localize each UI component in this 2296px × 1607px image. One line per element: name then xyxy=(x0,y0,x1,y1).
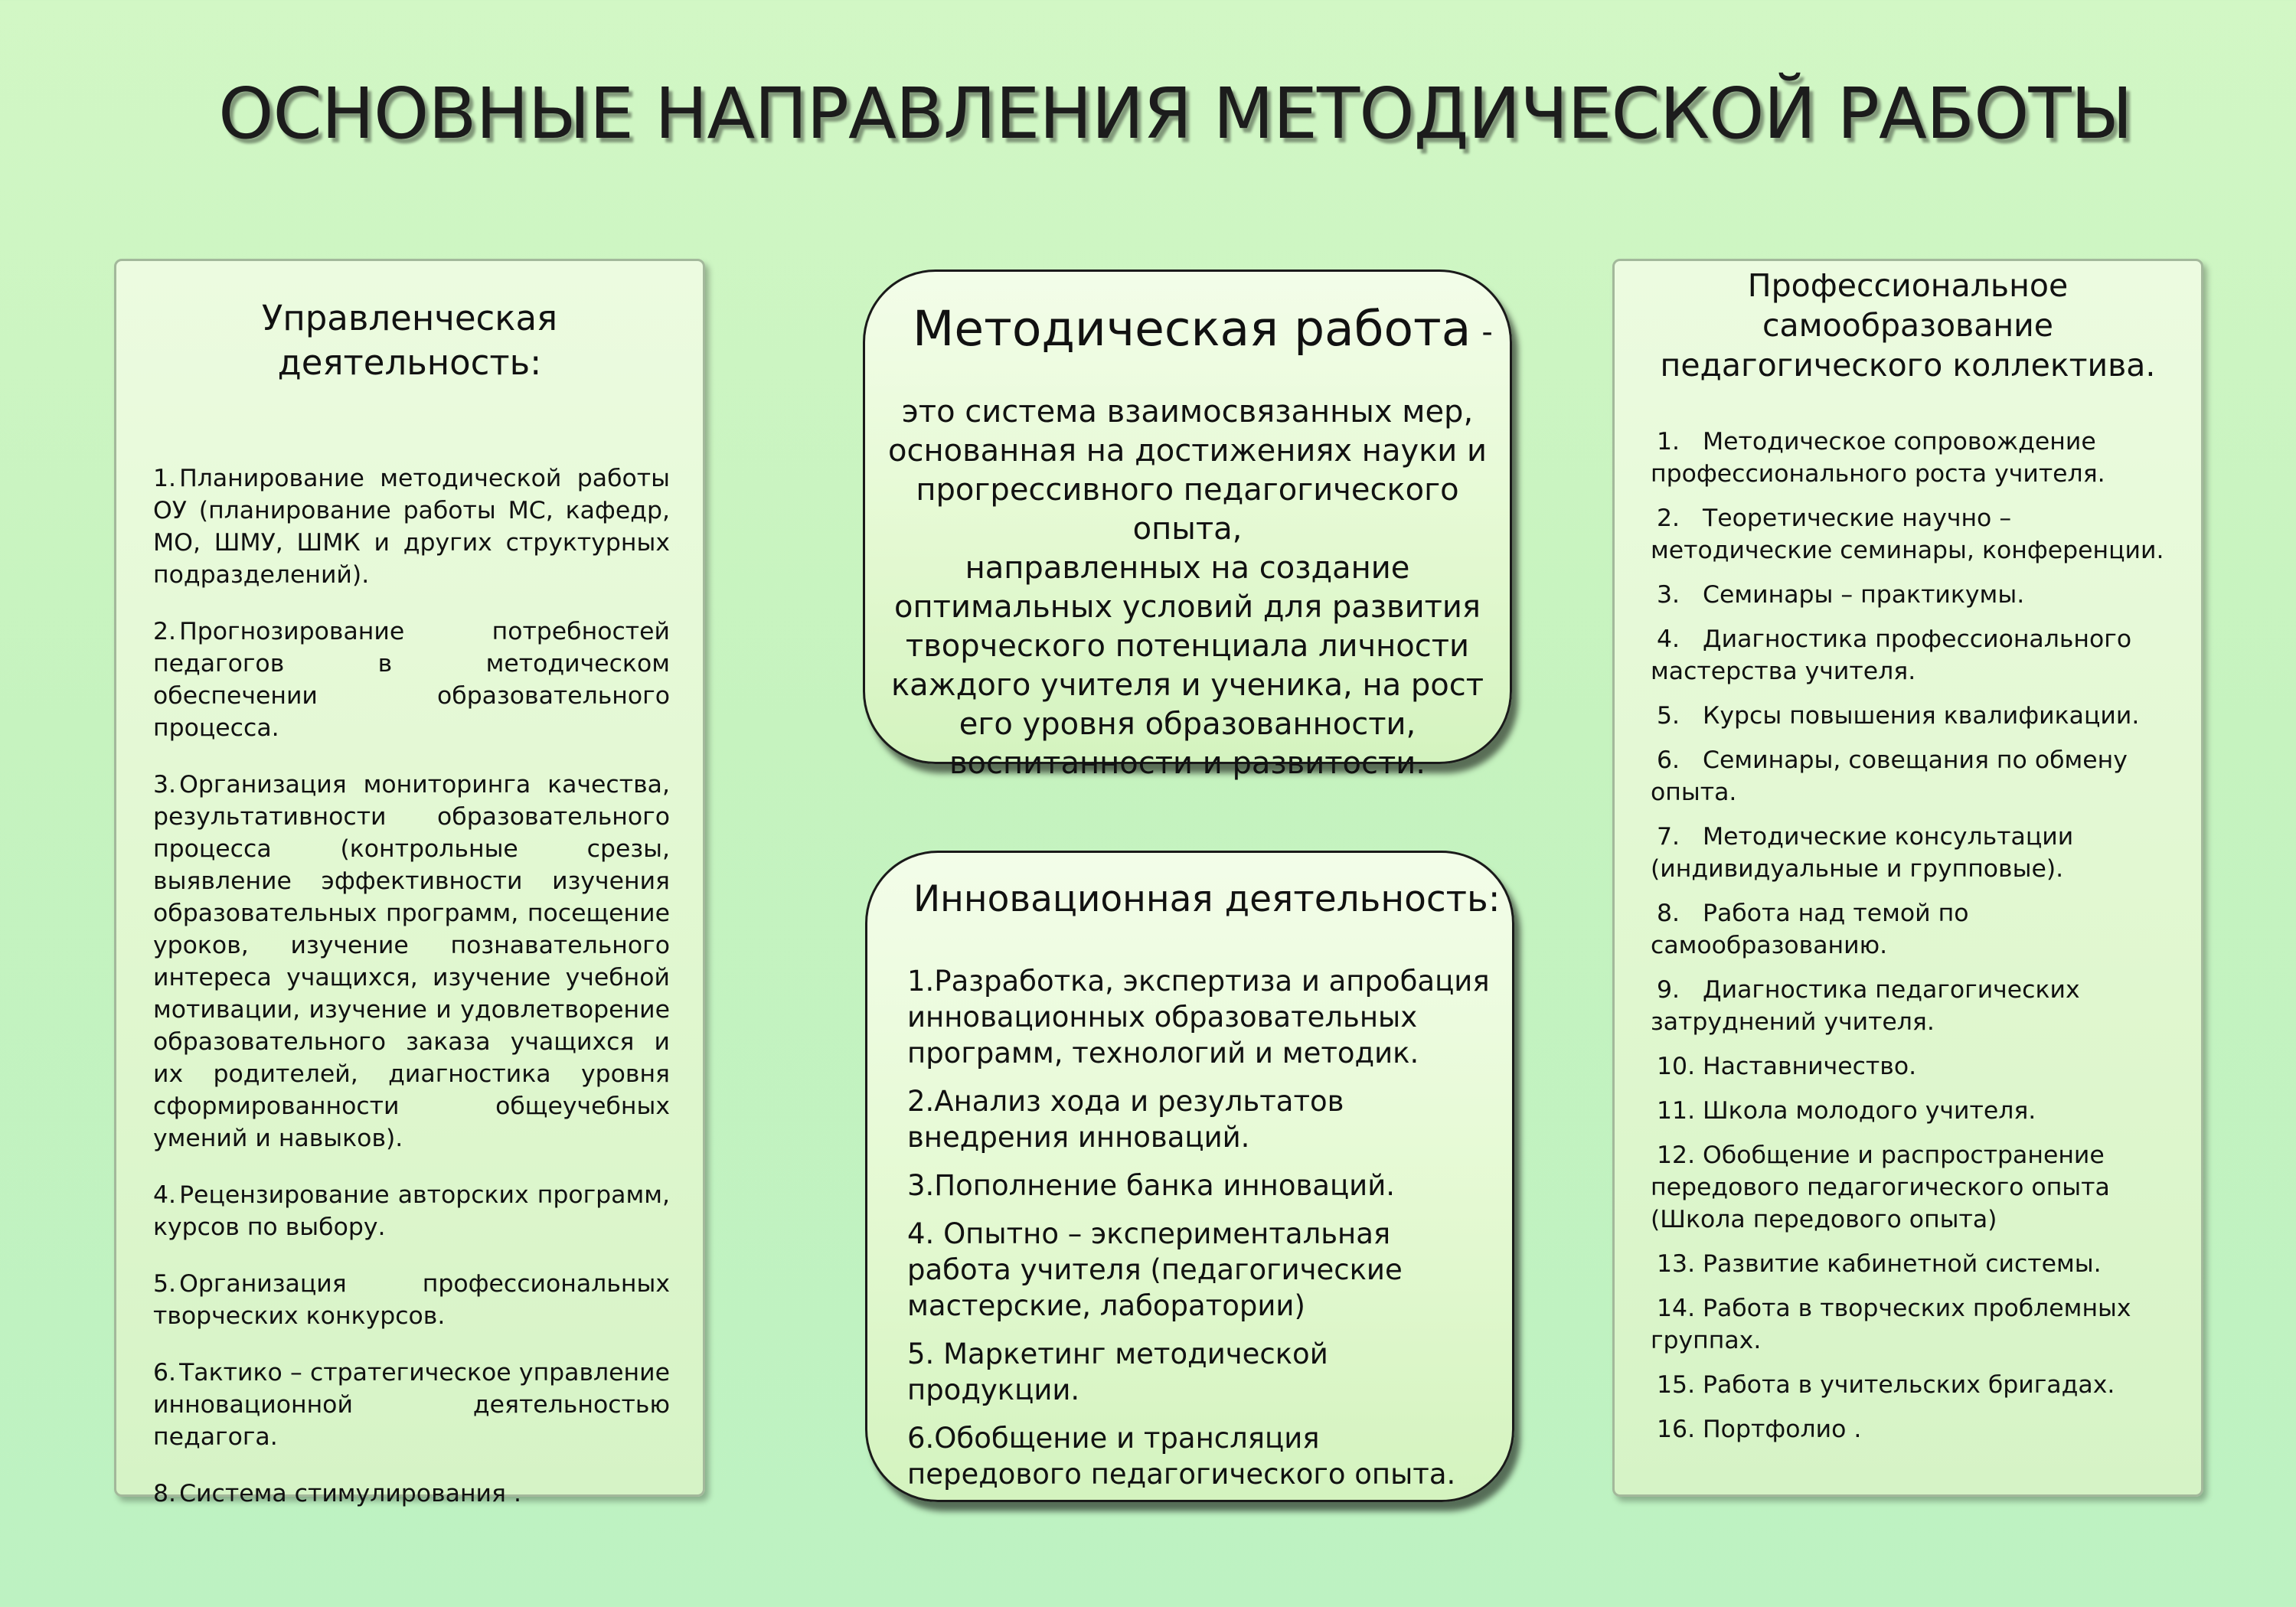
item-number: 9. xyxy=(1657,976,1680,1004)
item-number: 5. xyxy=(1657,702,1680,730)
list-item xyxy=(153,616,670,744)
list-item xyxy=(153,769,670,1155)
item-text: Семинары – практикумы. xyxy=(1703,581,2025,609)
item-text: Курсы повышения квалификации. xyxy=(1703,702,2140,730)
list-item xyxy=(1651,744,2187,808)
management-panel xyxy=(114,259,705,1507)
item-text: Работа в творческих проблемных группах. xyxy=(1651,1295,2131,1354)
innovation-heading: Инновационная деятельность: xyxy=(913,878,1501,920)
list-item xyxy=(1651,1095,2187,1127)
definition-line: прогрессивного педагогического опыта, xyxy=(916,472,1459,547)
item-text: Теоретические научно – методические семинары, конференции. xyxy=(1651,505,2164,564)
list-item: 6.Обобщение и трансляция передового педагогического опыта. xyxy=(907,1422,1456,1491)
item-number: 4. xyxy=(1657,625,1680,653)
item-text: Система стимулирования . xyxy=(179,1480,521,1507)
item-number: 3. xyxy=(1657,581,1680,609)
item-text: Организация профессиональных творческих конкурсов. xyxy=(153,1270,670,1330)
method-work-dash: - xyxy=(1481,314,1493,350)
item-text: Методическое сопровождение профессионального роста учителя. xyxy=(1651,428,2105,488)
item-number: 11. xyxy=(1657,1097,1696,1125)
item-text: Тактико – стратегическое управление инновационной деятельностью педагога. xyxy=(153,1359,670,1451)
list-item xyxy=(1651,623,2187,688)
item-number: 13. xyxy=(1657,1250,1696,1278)
item-text: Работа в учительских бригадах. xyxy=(1703,1371,2115,1399)
item-text: Прогнозирование потребностей педагогов в методическом обеспечении образовательного процесса. xyxy=(153,618,670,742)
item-text: Диагностика профессионального мастерства учителя. xyxy=(1651,625,2132,685)
item-number: 5. xyxy=(153,1270,177,1298)
definition-line: воспитанности и развитости. xyxy=(949,746,1426,781)
definition-line: оптимальных условий для развития xyxy=(894,590,1481,625)
innovation-box xyxy=(865,851,1514,1502)
list-item: 2.Анализ хода и результатов внедрения инноваций. xyxy=(907,1085,1344,1154)
list-item: 5. Маркетинг методической продукции. xyxy=(907,1338,1328,1406)
list-item xyxy=(1651,974,2187,1038)
list-item xyxy=(1651,1050,2187,1083)
item-text: Школа молодого учителя. xyxy=(1703,1097,2036,1125)
item-text: Развитие кабинетной системы. xyxy=(1703,1250,2102,1278)
item-number: 4. xyxy=(153,1181,177,1209)
definition-line: основанная на достижениях науки и xyxy=(887,433,1487,469)
item-number: 2. xyxy=(153,618,177,645)
definition-line: это система взаимосвязанных мер, xyxy=(901,394,1474,430)
item-number: 1. xyxy=(1657,428,1680,456)
self-education-list xyxy=(1651,426,2187,1458)
innovation-list xyxy=(907,963,1497,1504)
item-number: 8. xyxy=(153,1480,177,1507)
method-work-heading xyxy=(913,295,1494,367)
management-panel-title xyxy=(116,296,703,385)
definition-line: каждого учителя и ученика, на рост xyxy=(890,668,1484,703)
item-number: 6. xyxy=(1657,746,1680,774)
self-education-panel xyxy=(1612,259,2203,1497)
item-number: 6. xyxy=(153,1359,177,1387)
list-item xyxy=(1651,426,2187,490)
list-item xyxy=(153,1268,670,1332)
list-item xyxy=(1651,1139,2187,1236)
list-item xyxy=(1651,502,2187,567)
item-text: Обобщение и распространение передового педагогического опыта (Школа передового опыта) xyxy=(1651,1142,2110,1233)
item-text: Рецензирование авторских программ, курсов по выбору. xyxy=(153,1181,670,1241)
management-title-line1: Управленческая xyxy=(261,298,558,338)
item-number: 2. xyxy=(1657,505,1680,532)
self-education-title-line3: педагогического коллектива. xyxy=(1660,347,2156,384)
item-number: 15. xyxy=(1657,1371,1696,1399)
definition-line: направленных на создание xyxy=(965,550,1410,586)
item-number: 14. xyxy=(1657,1295,1696,1322)
list-item xyxy=(153,462,670,591)
item-number: 10. xyxy=(1657,1053,1696,1080)
list-item xyxy=(153,1357,670,1453)
method-work-box xyxy=(863,269,1512,781)
method-work-heading-text: Методическая работа xyxy=(913,301,1471,357)
list-item: 1.Разработка, экспертиза и апробация инновационных образовательных программ, технологий и методик. xyxy=(907,965,1490,1070)
self-education-title-line2: самообразование xyxy=(1762,307,2054,344)
page-title: ОСНОВНЫЕ НАПРАВЛЕНИЯ МЕТОДИЧЕСКОЙ РАБОТЫ xyxy=(218,73,2132,155)
item-number: 8. xyxy=(1657,900,1680,927)
list-item xyxy=(1651,579,2187,611)
list-item xyxy=(153,1478,670,1510)
self-education-title-line1: Профессиональное xyxy=(1747,267,2069,304)
item-number: 7. xyxy=(1657,823,1680,851)
item-text: Организация мониторинга качества, результативности образовательного процесса (контрольные срезы, выявление эффективности изучения образовательных программ, посещение уроков, изучение познавательного интереса учащихся, изучение учебной мотивации, изучение и удовлетворение образовательного заказа учащихся и их родителей, диагностика уровня сформированности общеучебных умений и навыков). xyxy=(153,771,670,1152)
list-item: 3.Пополнение банка инноваций. xyxy=(907,1169,1396,1202)
item-text: Наставничество. xyxy=(1703,1053,1917,1080)
item-text: Планирование методической работы ОУ (планирование работы МС, кафедр, МО, ШМУ, ШМК и других структурных подразделений). xyxy=(153,465,670,589)
item-text: Портфолио . xyxy=(1703,1416,1862,1443)
self-education-panel-title xyxy=(1615,266,2201,385)
list-item xyxy=(1651,897,2187,962)
management-title-line2: деятельность: xyxy=(277,342,542,383)
item-number: 12. xyxy=(1657,1142,1696,1169)
list-item xyxy=(1651,1292,2187,1357)
item-text: Семинары, совещания по обмену опыта. xyxy=(1651,746,2128,806)
list-item xyxy=(1651,821,2187,885)
management-list xyxy=(153,462,670,1534)
list-item xyxy=(1651,1413,2187,1445)
item-number: 1. xyxy=(153,465,177,492)
list-item: 4. Опытно – экспериментальная работа учителя (педагогические мастерские, лаборатории) xyxy=(907,1217,1403,1322)
list-item xyxy=(1651,1248,2187,1280)
item-text: Диагностика педагогических затруднений учителя. xyxy=(1651,976,2080,1036)
item-text: Работа над темой по самообразованию. xyxy=(1651,900,1969,959)
method-work-definition xyxy=(879,393,1496,783)
item-number: 16. xyxy=(1657,1416,1696,1443)
item-number: 3. xyxy=(153,771,177,799)
list-item xyxy=(153,1179,670,1243)
item-text: Методические консультации (индивидуальные и групповые). xyxy=(1651,823,2074,883)
list-item xyxy=(1651,700,2187,732)
definition-line: творческого потенциала личности xyxy=(905,629,1470,664)
definition-line: его уровня образованности, xyxy=(959,707,1416,742)
list-item xyxy=(1651,1369,2187,1401)
